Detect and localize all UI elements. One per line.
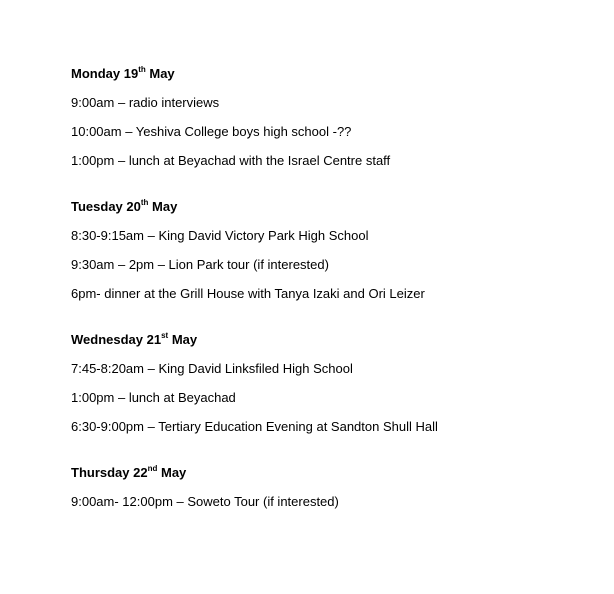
schedule-entry: 9:00am – radio interviews — [71, 95, 220, 110]
ordinal-suffix: nd — [147, 463, 158, 473]
schedule-entry: 8:30-9:15am – King David Victory Park High School — [71, 228, 369, 243]
day-heading-date: Thursday 22 — [71, 465, 148, 480]
schedule-entry: 7:45-8:20am – King David Linksfiled High School — [71, 361, 353, 376]
schedule-document — [71, 66, 591, 523]
day-monday — [71, 66, 591, 169]
schedule-entry: 6pm- dinner at the Grill House with Tanya Izaki and Ori Leizer — [71, 286, 425, 301]
day-thursday — [71, 465, 591, 510]
schedule-entry: 1:00pm – lunch at Beyachad — [71, 390, 236, 405]
ordinal-suffix: th — [138, 64, 146, 74]
day-heading-date: Tuesday 20 — [71, 199, 141, 214]
day-heading-month: May — [168, 332, 198, 347]
day-wednesday — [71, 332, 591, 435]
schedule-entry: 9:00am- 12:00pm – Soweto Tour (if interested) — [71, 494, 339, 509]
day-heading-month: May — [157, 465, 187, 480]
schedule-entry: 10:00am – Yeshiva College boys high school -?? — [71, 124, 352, 139]
ordinal-suffix: st — [161, 330, 169, 340]
day-heading — [71, 465, 591, 481]
day-heading-month: May — [148, 199, 178, 214]
day-heading-month: May — [145, 66, 175, 81]
day-tuesday — [71, 199, 591, 302]
ordinal-suffix: th — [140, 197, 149, 207]
schedule-entry: 9:30am – 2pm – Lion Park tour (if interested) — [71, 257, 329, 272]
schedule-entry: 1:00pm – lunch at Beyachad with the Israel Centre staff — [71, 153, 391, 168]
day-heading — [71, 332, 591, 348]
day-heading-date: Wednesday 21 — [71, 332, 162, 347]
day-heading — [71, 66, 591, 82]
day-heading — [71, 199, 591, 215]
schedule-entry: 6:30-9:00pm – Tertiary Education Evening at Sandton Shull Hall — [71, 419, 438, 434]
day-heading-date: Monday 19 — [71, 66, 139, 81]
